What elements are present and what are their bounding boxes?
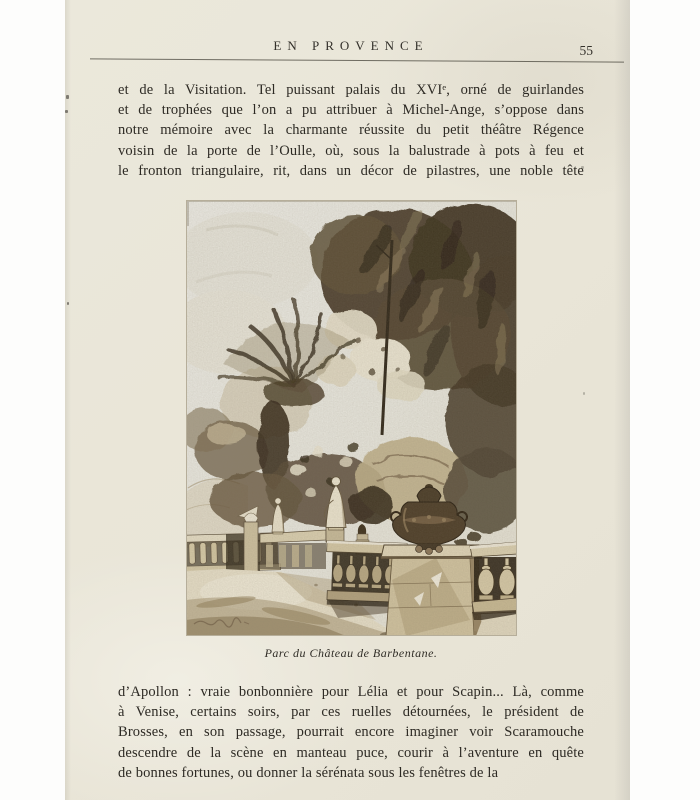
etching-grain [186,200,517,636]
page-number: 55 [579,43,593,58]
running-header: EN PROVENCE [273,38,429,53]
binding-speck [583,392,585,395]
text-line: descendre de la scène en manteau puce, courir à l’aventure en quête [118,744,584,761]
text-line: et de trophées que l’on a pu attribuer à Michel-Ange, s’oppose dans [118,102,584,119]
text-line: Brosses, en son passage, pourrait encore imaginer voir Scaramouche [118,724,584,741]
text-line: à Venise, certains soirs, par ces ruelles détournées, le président de [118,704,584,721]
paragraph-bottom [118,682,584,783]
etching-illustration [186,200,517,636]
text-line: d’Apollon : vraie bonbonnière pour Lélia et pour Scapin... Là, comme [118,684,584,700]
text-line: notre mémoire avec la charmante réussite du petit théâtre Régence [118,122,584,139]
text-line: et de la Visitation. Tel puissant palais du XVIᵉ, orné de guirlandes [118,82,584,98]
illustration-plate [186,200,517,636]
illustration-caption: Parc du Château de Barbentane. [264,646,438,660]
text-line: de bonnes fortunes, ou donner la sérénata sous les fenêtres de la [118,764,499,781]
binding-speck [67,302,69,305]
paragraph-top [118,80,584,181]
text-line: voisin de la porte de l’Oulle, où, sous la balustrade à pots à feu et [118,142,584,159]
text-line: le fronton triangulaire, rit, dans un décor de pilastres, une noble tête [118,162,584,179]
binding-speck [66,95,69,99]
book-page-scan [65,0,630,800]
binding-speck [65,110,68,113]
header-rule [90,58,624,62]
